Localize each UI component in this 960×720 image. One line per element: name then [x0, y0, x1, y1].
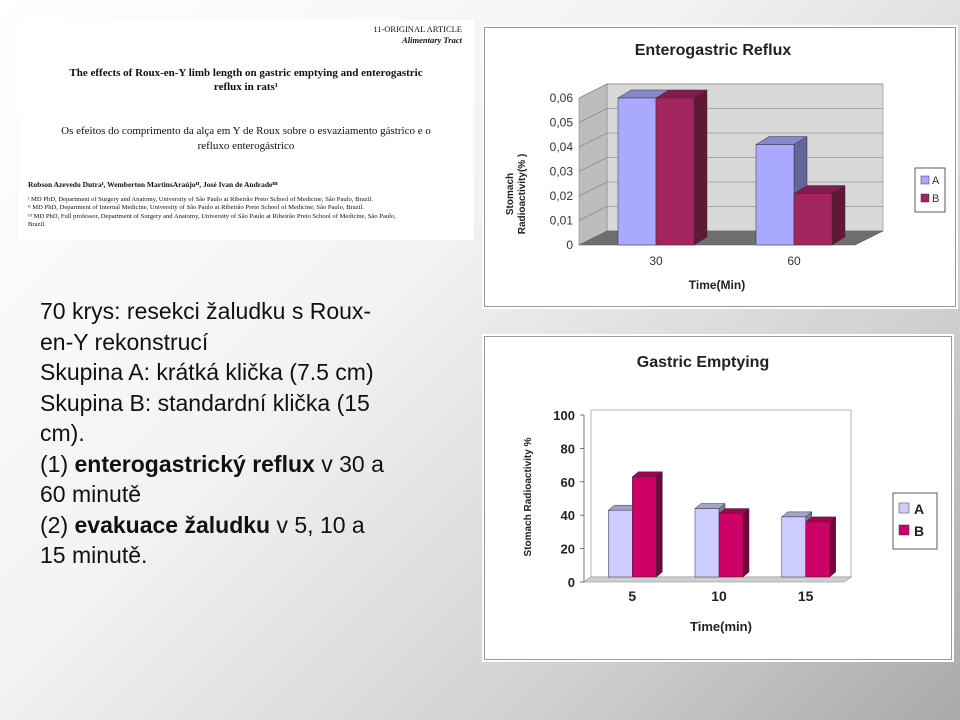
chart2-title: Gastric Emptying: [636, 354, 770, 371]
chart1-ytick-label: 0,03: [549, 164, 573, 179]
text-line-8: [40, 510, 470, 541]
chart1-legend-swatch-a: [921, 176, 929, 184]
chart2-legend-label-b: B: [914, 523, 925, 539]
chart2-legend-label-a: A: [914, 501, 925, 517]
text-line-3: Skupina A: krátká klička (7.5 cm): [40, 359, 374, 385]
text-line-6-suffix: v 30 a: [314, 450, 384, 477]
article-type: 11-ORIGINAL ARTICLE: [373, 24, 462, 34]
gastric-emptying-chart: [484, 336, 952, 660]
chart2-legend-swatch-b: [899, 525, 909, 535]
chart2-bar-a: [695, 509, 719, 577]
chart1-bar-b-side: [832, 186, 845, 245]
chart1-legend-label-a: A: [932, 175, 940, 187]
text-line-8-suffix: v 5, 10 a: [270, 511, 365, 538]
article-header-scan: [18, 20, 474, 240]
chart1-bar-b-side: [694, 90, 707, 245]
article-pt-title-line1: Os efeitos do comprimento da alça em Y de Roux sobre o esvaziamento gástrico e o: [61, 125, 431, 137]
chart2-legend-swatch-a: [899, 503, 909, 513]
article-authors: Robson Azevedo Dutraᴵ, Wemberton MartinsAraújoᴵᴵ, José Ivan de Andradeᴵᴵᴵ: [28, 180, 278, 189]
chart1-ytick-label: 0,05: [549, 115, 573, 130]
chart2-ytick-label: 20: [560, 541, 575, 557]
article-affiliations: [28, 196, 468, 230]
chart2-ytick-label: 100: [553, 408, 575, 423]
chart2-ytick-label: 80: [560, 441, 575, 457]
article-title-line2: reflux in rats¹: [213, 81, 279, 93]
chart1-bar-a: [618, 98, 656, 245]
chart2-bar-b-side: [830, 517, 836, 577]
chart2-bar-b: [719, 514, 743, 577]
chart2-xtick-label: 10: [711, 588, 727, 604]
chart1-legend-swatch-b: [921, 194, 929, 202]
chart1-legend: [915, 168, 945, 212]
chart1-xtick-label: 30: [649, 254, 663, 268]
enterogastric-reflux-chart: [484, 27, 956, 307]
text-line-8-prefix: (2): [40, 511, 75, 538]
chart1-xtick-label: 60: [787, 254, 801, 268]
chart2-xlabel: Time(min): [690, 619, 752, 634]
text-line-6: [40, 449, 470, 480]
article-title-line1: The effects of Roux-en-Y limb length on gastric emptying and enterogastric: [69, 67, 423, 79]
text-line-4: Skupina B: standardní klička (15: [40, 389, 370, 416]
chart2-bar-b-side: [656, 472, 662, 577]
article-title: [18, 66, 474, 94]
text-line-8-emphasis: evakuace žaludku: [74, 511, 271, 538]
text-line-6-emphasis: enterogastrický reflux: [74, 450, 315, 477]
chart2-bar-b-side: [743, 509, 749, 577]
chart2-bar-b: [632, 477, 656, 577]
chart2-floor: [584, 577, 851, 582]
enterogastric-reflux-svg: [485, 28, 955, 306]
chart1-bar-b: [794, 194, 832, 245]
article-section: [373, 24, 462, 46]
slide-body-text: [40, 296, 470, 571]
affiliation-2: ᴵᴵ MD PhD, Department of Internal Medicine, University of São Paulo at Ribeirão Preto School of Medicine, São Paulo, Brazil.: [28, 204, 364, 212]
gastric-emptying-svg: [485, 337, 951, 659]
chart2-xtick-label: 5: [628, 588, 637, 604]
text-line-1: 70 krys: resekci žaludku s Roux-: [40, 298, 372, 324]
chart2-ytick-label: 60: [560, 474, 575, 490]
text-line-9: 15 minutě.: [40, 542, 148, 568]
chart1-ytick-label: 0: [566, 238, 573, 252]
affiliation-1: ᴵ MD PhD, Department of Surgery and Anatomy, University of São Paulo at Ribeirão Preto School of Medicine, São Paulo, Brazil.: [28, 196, 373, 203]
text-line-5: cm).: [40, 420, 85, 446]
chart1-ytick-label: 0,02: [549, 189, 573, 203]
chart1-ytick-label: 0,04: [549, 140, 573, 154]
affiliation-4: Brazil.: [28, 221, 46, 229]
chart2-bar-a: [782, 517, 806, 577]
chart1-legend-label-b: B: [932, 193, 940, 205]
chart1-bar-b: [656, 98, 694, 245]
chart2-bar-b: [806, 522, 830, 577]
article-pt-title-line2: refluxo enterogástrico: [197, 140, 295, 152]
chart1-ytick-label: 0,06: [549, 91, 573, 105]
text-line-2: en-Y rekonstrucí: [40, 328, 209, 355]
chart1-xlabel: Time(Min): [688, 278, 746, 292]
chart2-xtick-label: 15: [797, 588, 814, 604]
article-category: Alimentary Tract: [402, 35, 462, 45]
affiliation-3: ᴵᴵᴵ MD PhD, Full professor, Department of Surgery and Anatomy, University of São Paulo at Ribeirão Preto School of Medicine, São Paulo,: [28, 212, 396, 220]
chart1-ytick-label: 0,01: [549, 213, 573, 228]
chart2-ytick-label: 0: [567, 575, 575, 590]
chart1-ylabel-line2: Radioactivity(% ): [517, 153, 528, 235]
article-title-portuguese: [18, 124, 474, 154]
chart1-title: Enterogastric Reflux: [634, 42, 792, 59]
chart1-bar-a: [756, 145, 794, 245]
chart2-ylabel: Stomach Radioactivity %: [523, 437, 534, 557]
text-line-6-prefix: (1): [40, 450, 75, 477]
chart2-bar-a: [608, 510, 632, 577]
chart1-ylabel-line1: Stomach: [505, 172, 516, 216]
chart2-ytick-label: 40: [560, 508, 575, 524]
text-line-7: 60 minutě: [40, 481, 142, 507]
